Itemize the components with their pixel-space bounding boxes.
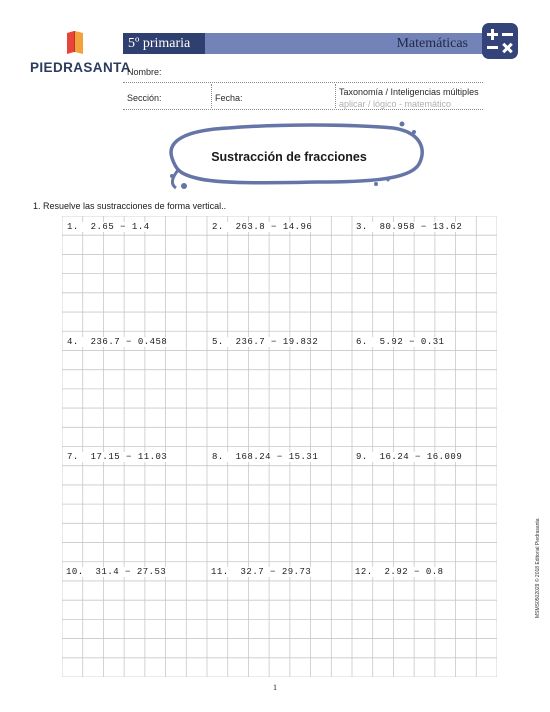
problem-expression: 17.15 − 11.03	[90, 452, 168, 462]
problem-label: 2.	[212, 222, 224, 232]
problem-label: 11.	[211, 567, 229, 577]
problem-8	[212, 452, 318, 462]
problem-label: 12.	[355, 567, 373, 577]
page-number: 1	[273, 683, 277, 692]
problem-label: 8.	[212, 452, 224, 462]
problem-expression: 16.24 − 16.009	[379, 452, 463, 462]
problem-3	[356, 222, 462, 232]
name-underline	[123, 82, 483, 83]
problem-expression: 263.8 − 14.96	[235, 222, 313, 232]
problem-5	[212, 337, 318, 347]
problem-expression: 2.65 − 1.4	[90, 222, 150, 232]
name-label: Nombre:	[127, 67, 162, 77]
section-underline	[123, 109, 483, 110]
problem-expression: 236.7 − 19.832	[235, 337, 319, 347]
problem-1	[67, 222, 150, 232]
instruction-text: 1. Resuelve las sustracciones de forma vertical..	[33, 201, 227, 211]
problem-4	[67, 337, 167, 347]
subject-title: Matemáticas	[396, 36, 468, 51]
problem-label: 4.	[67, 337, 79, 347]
problem-label: 7.	[67, 452, 79, 462]
problem-expression: 31.4 − 27.53	[95, 567, 167, 577]
problem-12	[355, 567, 444, 577]
section-label: Sección:	[127, 93, 162, 103]
problem-expression: 5.92 − 0.31	[379, 337, 445, 347]
brand-name: PIEDRASANTA	[30, 60, 131, 75]
problem-6	[356, 337, 445, 347]
problem-11	[211, 567, 311, 577]
problem-7	[67, 452, 167, 462]
problem-9	[356, 452, 462, 462]
field-divider	[335, 84, 336, 108]
grid-paper	[62, 216, 497, 677]
worksheet-title: Sustracción de fracciones	[211, 150, 367, 164]
problem-expression: 2.92 − 0.8	[384, 567, 444, 577]
problem-label: 10.	[66, 567, 84, 577]
book-logo-icon	[64, 30, 86, 54]
problem-label: 9.	[356, 452, 368, 462]
taxonomy-label: Taxonomía / Inteligencias múltiples	[339, 87, 479, 97]
problem-label: 1.	[67, 222, 79, 232]
problem-label: 5.	[212, 337, 224, 347]
problem-expression: 80.958 − 13.62	[379, 222, 463, 232]
grade-label: 5º primaria	[123, 33, 205, 54]
problem-label: 6.	[356, 337, 368, 347]
math-operations-icon	[481, 22, 519, 60]
taxonomy-value: aplicar / lógico - matemático	[339, 99, 452, 109]
problem-expression: 32.7 − 29.73	[240, 567, 312, 577]
copyright-note: MSMS0502029 © 2018 Editorial Piedrasanta	[535, 518, 541, 618]
brand-logo	[30, 30, 131, 80]
problem-label: 3.	[356, 222, 368, 232]
problem-2	[212, 222, 312, 232]
problem-expression: 168.24 − 15.31	[235, 452, 319, 462]
field-divider	[211, 84, 212, 108]
problem-expression: 236.7 − 0.458	[90, 337, 168, 347]
date-label: Fecha:	[215, 93, 243, 103]
problem-10	[66, 567, 166, 577]
